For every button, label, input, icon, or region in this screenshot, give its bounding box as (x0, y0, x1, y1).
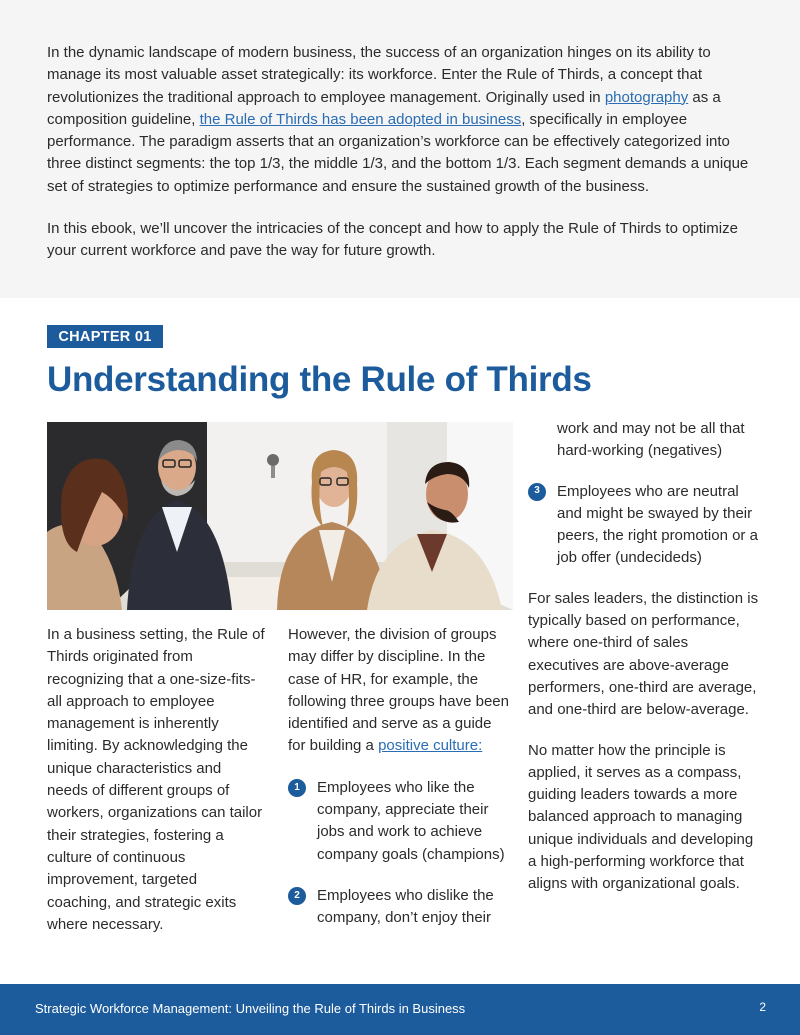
meeting-photo (47, 422, 513, 610)
number-badge-1: 1 (288, 779, 306, 797)
list-item-text: Employees who like the company, appreciate their jobs and work to achieve company goals (champions) (317, 778, 505, 863)
intro-paragraph-2: In this ebook, we’ll uncover the intricacies of the concept and how to apply the Rule of Thirds to optimize your current workforce and pave the way for future growth. (47, 220, 738, 260)
list-item (528, 481, 760, 570)
intro-text-3: , specifically in employee performance. The paradigm asserts that an organization’s workforce can be effectively categorized into three distinct segments: the top 1/3, the middle 1/3, and the bottom 1/3. Each segment demands a unique set of strategies to optimize performance and ensure the sustained growth of the business. (47, 110, 749, 195)
intro-section (0, 0, 800, 298)
number-badge-3: 3 (528, 483, 546, 501)
col1-paragraph: In a business setting, the Rule of Thirds originated from recognizing that a one-size-fits-all approach to employee management is inherently limiting. By acknowledging the unique characteristics and needs of different groups of workers, organizations can tailor their strategies, fostering a culture of continuous improvement, targeted coaching, and strategic exits where necessary. (47, 626, 265, 933)
list-item-text: Employees who dislike the company, don’t enjoy their (317, 886, 494, 927)
list-item-text: work and may not be all that hard-working (negatives) (557, 420, 745, 460)
list-item-continued (528, 418, 760, 463)
col2-paragraph (288, 624, 513, 758)
footer-title: Strategic Workforce Management: Unveiling the Rule of Thirds in Business (35, 1001, 466, 1016)
column-2 (288, 624, 513, 930)
column-3 (528, 418, 760, 896)
col2-text: However, the division of groups may differ by discipline. In the case of HR, for example, the following three groups have been identified and serve as a guide for building a (288, 626, 509, 755)
rule-of-thirds-business-link[interactable]: the Rule of Thirds has been adopted in business (199, 110, 522, 128)
number-badge-2: 2 (288, 887, 306, 905)
intro-text-1: In the dynamic landscape of modern business, the success of an organization hinges on its ability to manage its most valuable asset strategically: its workforce. Enter the Rule of Thirds, a concept that revolutionizes the traditional approach to employee management. Originally used in (47, 44, 711, 106)
list-item (288, 885, 513, 930)
compass-paragraph: No matter how the principle is applied, it serves as a compass, guiding leaders towards a more balanced approach to managing unique individuals and developing a high-performing workforce that aligns with organizational goals. (528, 741, 754, 893)
positive-culture-link[interactable]: positive culture: (378, 737, 483, 755)
chapter-tag: CHAPTER 01 (47, 325, 163, 348)
list-item-text: Employees who are neutral and might be swayed by their peers, the right promotion or a job offer (undecideds) (557, 482, 758, 567)
page-number: 2 (759, 1000, 766, 1014)
sales-leaders-paragraph: For sales leaders, the distinction is typically based on performance, where one-third of sales executives are above-average performers, one-third are average, and one-third are below-average. (528, 589, 759, 719)
page-footer (0, 984, 800, 1035)
column-1 (47, 624, 265, 936)
intro-paragraph-1 (47, 42, 753, 198)
intro-text-2: as a composition guideline, (47, 88, 721, 128)
list-item (288, 777, 513, 866)
chapter-title: Understanding the Rule of Thirds (47, 360, 592, 399)
photography-link[interactable]: photography (604, 88, 689, 106)
